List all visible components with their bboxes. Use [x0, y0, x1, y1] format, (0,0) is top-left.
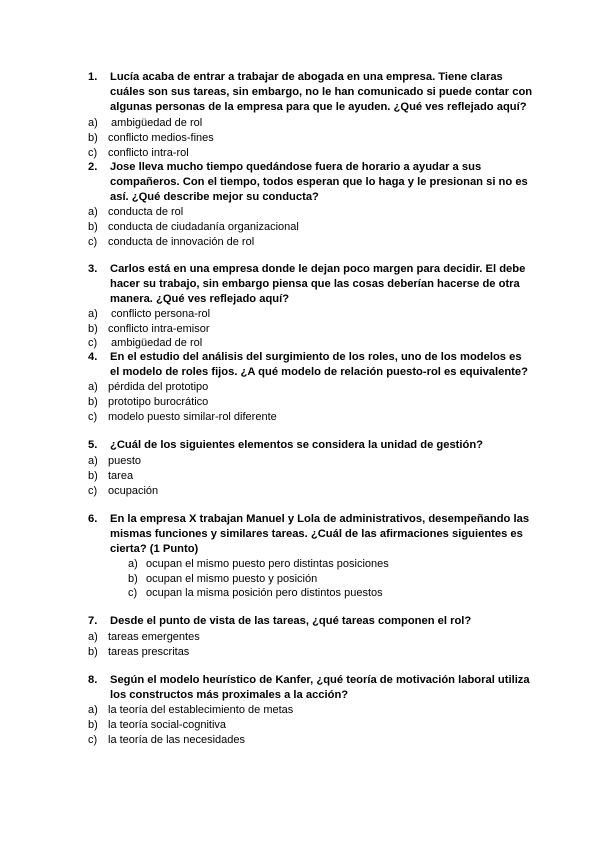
question-number: 5. — [88, 439, 98, 451]
question-number: 6. — [88, 513, 98, 525]
question-text: Desde el punto de vista de las tareas, ¿qué tareas componen el rol? — [110, 615, 472, 627]
option-8a: a) la teoría del establecimiento de metas — [88, 704, 294, 716]
question-text: En el estudio del análisis del surgimiento de los roles, uno de los modelos es el modelo de roles fijos. ¿A qué modelo de relación puesto-rol es equivalente? — [110, 351, 528, 378]
question-text: ¿Cuál de los siguientes elementos se considera la unidad de gestión? — [110, 439, 484, 451]
option-5b: b) tarea — [88, 470, 134, 482]
question-number: 1. — [88, 71, 98, 83]
option-5c: c) ocupación — [88, 485, 159, 497]
option-3c: c) ambigüedad de rol — [88, 337, 203, 349]
option-7a: a) tareas emergentes — [88, 631, 200, 643]
option-2b: b) conducta de ciudadanía organizacional — [88, 221, 299, 233]
question-4 — [88, 350, 533, 380]
option-5a: a) puesto — [88, 455, 142, 467]
option-4c: c) modelo puesto similar-rol diferente — [88, 411, 277, 423]
question-number: 3. — [88, 263, 98, 275]
question-number: 4. — [88, 351, 98, 363]
option-2c: c) conducta de innovación de rol — [88, 236, 255, 248]
question-6 — [88, 512, 533, 557]
option-6c: c) ocupan la misma posición pero distintos puestos — [128, 587, 383, 599]
option-7b: b) tareas prescritas — [88, 646, 190, 658]
question-2 — [88, 160, 533, 205]
option-1c: c) conflicto intra-rol — [88, 147, 189, 159]
question-8 — [88, 673, 533, 703]
option-1a: a) ambigüedad de rol — [88, 117, 203, 129]
option-8b: b) la teoría social-cognitiva — [88, 719, 227, 731]
question-text: Carlos está en una empresa donde le dejan poco margen para decidir. El debe hacer su trabajo, sin embargo piensa que las cosas deberían hacerse de otra manera. ¿Qué ves reflejado aquí? — [110, 263, 526, 305]
question-7 — [88, 614, 533, 629]
option-1b: b) conflicto medios-fines — [88, 132, 214, 144]
option-3a: a) conflicto persona-rol — [88, 308, 211, 320]
question-text: Lucía acaba de entrar a trabajar de abogada en una empresa. Tiene claras cuáles son sus tareas, sin embargo, no le han comunicado si puede contar con algunas personas de la empresa para que le ayuden. ¿Qué ves reflejado aquí? — [110, 71, 533, 113]
option-4a: a) pérdida del prototipo — [88, 381, 209, 393]
question-3 — [88, 262, 533, 307]
option-8c: c) la teoría de las necesidades — [88, 734, 245, 746]
option-6a: a) ocupan el mismo puesto pero distintas posiciones — [128, 558, 389, 570]
question-5 — [88, 438, 533, 453]
question-1 — [88, 70, 533, 115]
question-number: 2. — [88, 161, 98, 173]
question-text: Jose lleva mucho tiempo quedándose fuera de horario a ayudar a sus compañeros. Con el tiempo, todos esperan que lo haga y le presionan si no es así. ¿Qué describe mejor su conducta? — [110, 161, 528, 203]
question-text: Según el modelo heurístico de Kanfer, ¿qué teoría de motivación laboral utiliza los constructos más proximales a la acción? — [110, 674, 530, 701]
question-number: 8. — [88, 674, 98, 686]
option-4b: b) prototipo burocrático — [88, 396, 209, 408]
option-3b: b) conflicto intra-emisor — [88, 323, 210, 335]
question-text: En la empresa X trabajan Manuel y Lola de administrativos, desempeñando las mismas funciones y similares tareas. ¿Cuál de las afirmaciones siguientes es cierta? (1 Punto) — [110, 513, 530, 555]
question-number: 7. — [88, 615, 98, 627]
option-2a: a) conducta de rol — [88, 206, 184, 218]
option-6b: b) ocupan el mismo puesto y posición — [128, 573, 318, 585]
